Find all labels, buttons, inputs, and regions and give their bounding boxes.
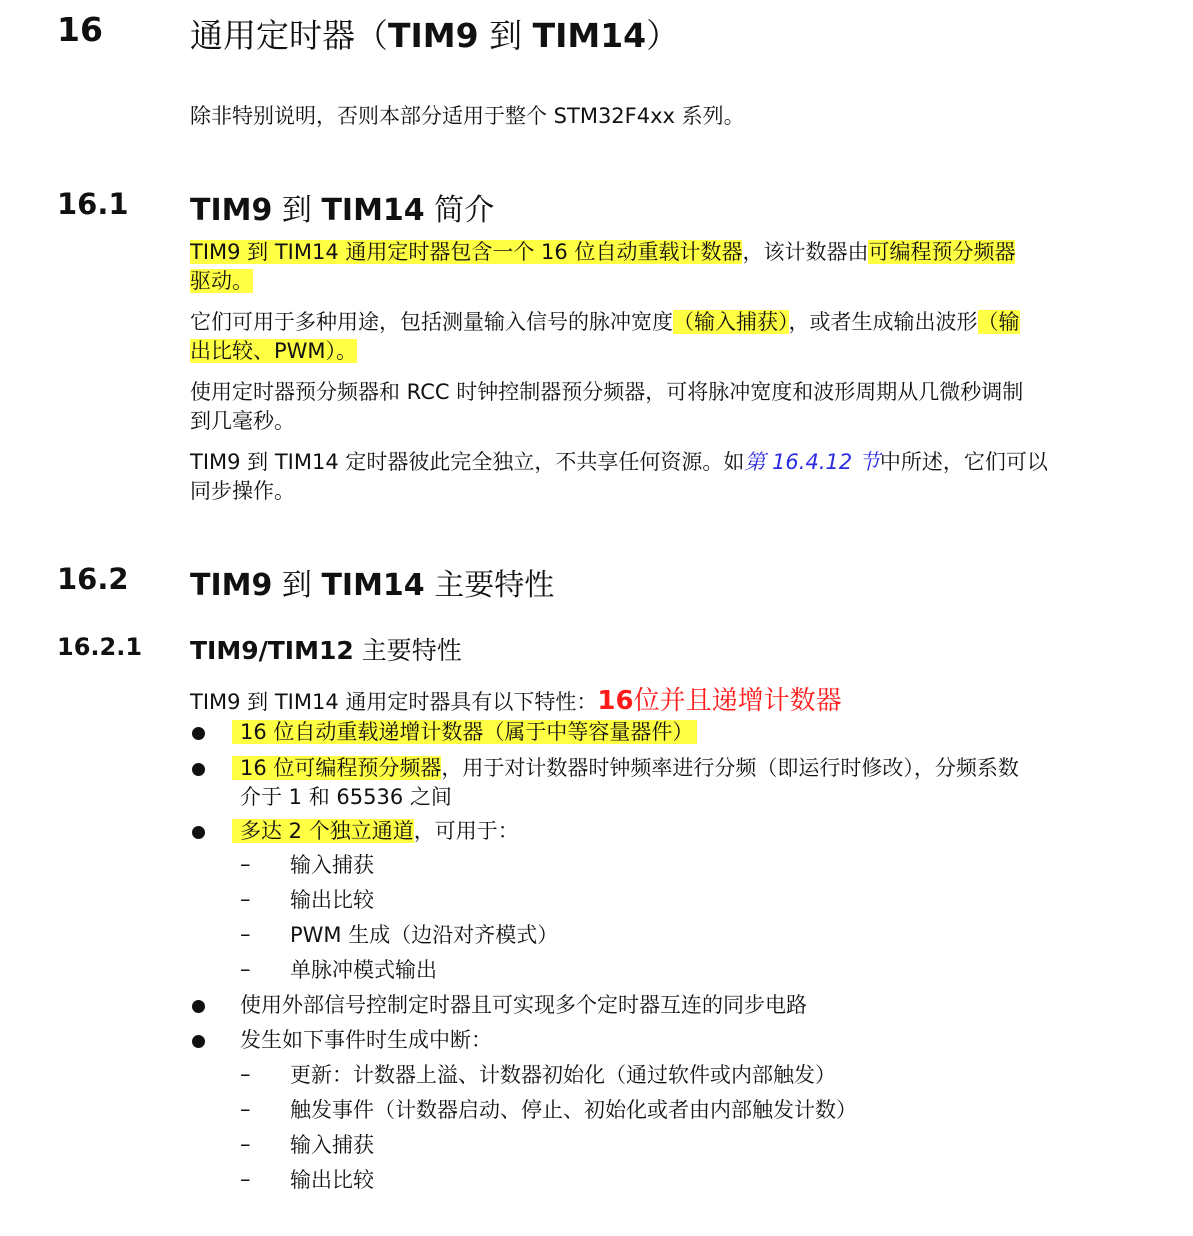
s21-lead: [190, 680, 842, 717]
chapter-title: [190, 10, 679, 57]
bullet-5: 发生如下事件时生成中断：: [240, 1028, 492, 1052]
s1-p2-a: 它们可用于多种用途，包括测量输入信号的脉冲宽度: [190, 310, 673, 334]
dash: –: [240, 1132, 251, 1156]
dash: –: [240, 852, 251, 876]
section-16-2-title: [190, 560, 554, 604]
bullet-4-dot: [192, 1000, 205, 1013]
handwritten-annotation: [597, 686, 841, 716]
bullet-5-dot: [192, 1035, 205, 1048]
s21-title-a: TIM9/TIM12: [190, 636, 354, 665]
bullet-1-text: 16 位自动重载递增计数器（属于中等容量器件）: [232, 720, 697, 744]
bullet-3: [232, 817, 519, 846]
chapter-title-tim9: TIM9: [388, 16, 479, 55]
s1-paragraph-2: [190, 308, 1020, 366]
bullet-3-highlight: 多达 2 个独立通道: [232, 819, 414, 843]
chapter-title-tim14: TIM14: [532, 16, 647, 55]
dash: –: [240, 957, 251, 981]
s1-p1-line2: 驱动。: [190, 269, 253, 293]
bullet-2-rest: ，用于对计数器时钟频率进行分频（即运行时修改），分频系数: [441, 756, 1019, 780]
dash: –: [240, 1062, 251, 1086]
s1-paragraph-4: [190, 448, 1048, 506]
annotation-text: 位并且递增计数器: [633, 686, 842, 716]
bullet-3-rest: ，可用于：: [413, 819, 519, 843]
chapter-number: 16: [57, 10, 103, 49]
chapter-title-post: ）: [646, 16, 680, 55]
bullet-4: 使用外部信号控制定时器且可实现多个定时器互连的同步电路: [240, 993, 807, 1017]
s1-p2-highlight-2: （输: [977, 310, 1020, 334]
chapter-title-pre: 通用定时器（: [190, 16, 388, 55]
section-16-1-number: 16.1: [57, 187, 129, 221]
s1-p2-b: ，或者生成输出波形: [788, 310, 978, 334]
bullet-2-line2: 介于 1 和 65536 之间: [240, 785, 452, 809]
sub-item: 输出比较: [290, 1168, 374, 1192]
sub-item: 输出比较: [290, 888, 374, 912]
s1-p1-highlight-2: 可编程预分频器: [868, 240, 1016, 264]
s21-lead-text: TIM9 到 TIM14 通用定时器具有以下特性：: [190, 690, 598, 714]
dash: –: [240, 1167, 251, 1191]
s1-p3-line2: 到几毫秒。: [190, 409, 295, 433]
intro-text: 除非特别说明，否则本部分适用于整个 STM32F4xx 系列。: [190, 104, 745, 128]
dash: –: [240, 922, 251, 946]
s1-p1-highlight-1: TIM9 到 TIM14 通用定时器包含一个 16 位自动重载计数器: [190, 240, 743, 264]
s1-p2-line2: 出比较、PWM）。: [190, 339, 358, 363]
s1-p1-mid: ，该计数器由: [742, 240, 869, 264]
dash: –: [240, 1097, 251, 1121]
s21-title-b: 主要特性: [353, 636, 462, 665]
bullet-1-dot: [192, 727, 205, 740]
s1-title-b: TIM14: [321, 193, 425, 228]
s1-paragraph-3: [190, 378, 1023, 436]
sub-item: 触发事件（计数器启动、停止、初始化或者由内部触发计数）: [290, 1098, 857, 1122]
section-16-4-12-link[interactable]: 第 16.4.12 节: [744, 450, 880, 474]
s1-p4-b: 中所述，它们可以: [879, 450, 1048, 474]
sub-item: 输入捕获: [290, 1133, 374, 1157]
s2-title-a: TIM9: [190, 568, 273, 603]
s1-p3-line1: 使用定时器预分频器和 RCC 时钟控制器预分频器，可将脉冲宽度和波形周期从几微秒调制: [190, 380, 1024, 404]
s1-paragraph-1: [190, 238, 1015, 296]
dash: –: [240, 887, 251, 911]
s1-title-to: 到: [272, 193, 322, 228]
sub-item: 输入捕获: [290, 853, 374, 877]
bullet-2-highlight: 16 位可编程预分频器: [232, 756, 441, 780]
bullet-1: [232, 718, 697, 747]
s2-title-b: TIM14: [321, 568, 425, 603]
s1-title-c: 简介: [424, 193, 495, 228]
bullet-3-dot: [192, 826, 205, 839]
s2-title-to: 到: [272, 568, 322, 603]
annotation-number: 16: [597, 686, 634, 716]
chapter-title-to: 到: [478, 16, 533, 55]
section-16-2-number: 16.2: [57, 562, 129, 596]
s1-p2-highlight-1: （输入捕获）: [673, 310, 789, 334]
s2-title-c: 主要特性: [424, 568, 555, 603]
s1-p4-a: TIM9 到 TIM14 定时器彼此完全独立，不共享任何资源。如: [190, 450, 745, 474]
sub-item: 单脉冲模式输出: [290, 958, 437, 982]
s1-title-a: TIM9: [190, 193, 273, 228]
bullet-2: [232, 754, 1019, 783]
section-16-2-1-number: 16.2.1: [57, 633, 143, 661]
bullet-2-dot: [192, 763, 205, 776]
sub-item: PWM 生成（边沿对齐模式）: [290, 923, 559, 947]
s1-p4-line2: 同步操作。: [190, 479, 295, 503]
section-16-2-1-title: [190, 631, 462, 667]
section-16-1-title: [190, 185, 494, 229]
sub-item: 更新：计数器上溢、计数器初始化（通过软件或内部触发）: [290, 1063, 836, 1087]
